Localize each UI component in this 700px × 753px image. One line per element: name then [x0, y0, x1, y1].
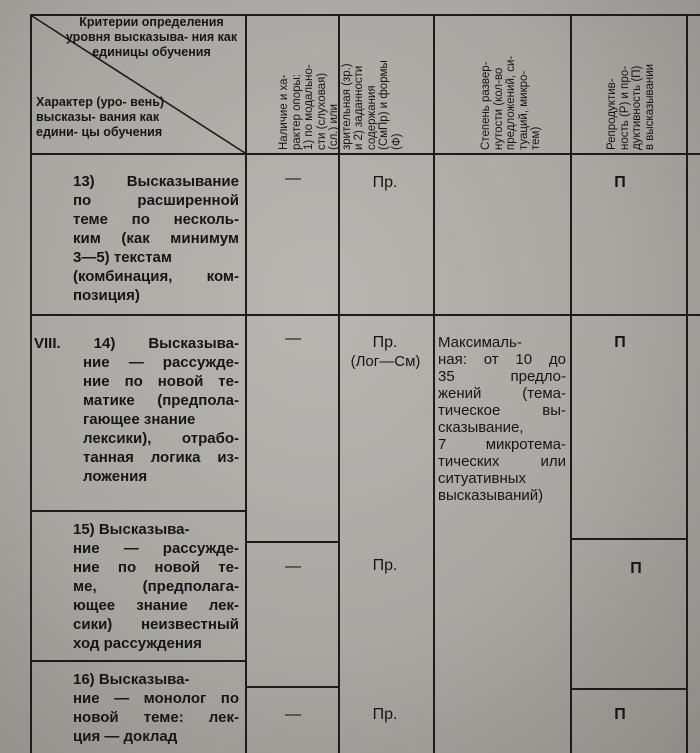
row-14-line-3: ние по новой те- — [83, 373, 239, 390]
row-13-description — [73, 172, 239, 305]
row-separator-15-support — [247, 541, 338, 543]
row-14-line-1: VIII. 14) Высказыва- — [34, 335, 239, 352]
row-14-line-7: танная логика из- — [83, 449, 239, 466]
column-divider-4 — [570, 14, 572, 753]
row-13-line-4: ким (как минимум — [73, 230, 239, 247]
row-13-line-2: по расширенной — [73, 192, 239, 209]
row-15-line-7: ход рассуждения — [73, 635, 202, 652]
row-15-content: Пр. — [372, 557, 398, 574]
row-13-line-6: (комбинация, ком- — [73, 268, 239, 285]
row-14-content-note: (Лог—См) — [350, 353, 421, 370]
row-16-content: Пр. — [372, 706, 398, 723]
row-13-line-3: теме по несколь- — [73, 211, 239, 228]
row-14-expansion — [438, 334, 566, 504]
row-14-expand-line-8: тических или — [438, 453, 566, 470]
row-separator-15-prod — [572, 538, 686, 540]
row-14-expand-line-2: ная: от 10 до — [438, 351, 566, 368]
row-16-line-4: ция — доклад — [73, 728, 178, 745]
expansion-header-label: Степень развер- нутости (кол-во предложений, си- туаций, микро- тем) — [480, 55, 542, 150]
character-header-label: Характер (уро- вень) высказы- вания как едини- цы обучения — [36, 95, 165, 139]
row-15-support: — — [285, 558, 301, 575]
row-15-line-4: ме, (предполага- — [73, 578, 239, 595]
row-13-productivity: П — [614, 174, 626, 191]
column-divider-3 — [433, 14, 435, 753]
row-14-expand-line-4: жений (тема- — [438, 385, 566, 402]
row-15-line-3: ние по новой те- — [73, 559, 239, 576]
row-14-productivity: П — [614, 334, 626, 351]
row-separator-13-14 — [30, 314, 700, 316]
row-13-content: Пр. — [372, 174, 398, 191]
row-separator-15-16 — [30, 660, 245, 662]
row-14-line-5: гающее знание — [83, 411, 196, 428]
row-14-content: Пр. — [372, 334, 398, 351]
row-15-productivity: П — [630, 560, 642, 577]
row-16-line-3: новой теме: лек- — [73, 709, 239, 726]
criteria-header-label: Критерии определения уровня высказыва- ния как единицы обучения — [65, 15, 238, 59]
row-14-expand-line-5: тическое вы- — [438, 402, 566, 419]
row-13-line-5: 3—5) текстам — [73, 249, 172, 266]
row-14-expand-line-6: сказывание, — [438, 419, 524, 436]
row-14-description — [34, 334, 239, 486]
row-14-line-4: матике (предпола- — [83, 392, 239, 409]
row-15-line-1: 15) Высказыва- — [73, 521, 190, 538]
row-13-line-1: 13) Высказывание — [73, 173, 239, 190]
row-14-expand-line-7: 7 микротема- — [438, 436, 566, 453]
row-separator-14-15 — [30, 510, 245, 512]
row-13-line-7: позиция) — [73, 287, 140, 304]
row-14-line-2: ние — рассужде- — [83, 354, 239, 371]
row-15-line-6: сики) неизвестный — [73, 616, 239, 633]
row-14-expand-line-1: Максималь- — [438, 334, 522, 351]
row-15-line-2: ние — рассужде- — [73, 540, 239, 557]
row-separator-16-support — [247, 686, 338, 688]
table-right-border — [686, 14, 688, 753]
row-14-expand-line-9: ситуативных — [438, 470, 527, 487]
row-16-support: — — [285, 706, 301, 723]
row-14-expand-line-10: высказываний) — [438, 487, 544, 504]
productivity-header-label: Репродуктив- ность (Р) и про- дуктивность (П) в высказывании — [606, 63, 656, 150]
row-14-expand-line-3: 35 предло- — [438, 368, 566, 385]
row-14-support: — — [285, 330, 301, 347]
row-14-line-8: ложения — [83, 468, 148, 485]
row-13-support: — — [285, 170, 301, 187]
support-header-label: Наличие и ха- рактер опоры: 1) по модально- сти (слуховая) (сл.) или зрительная (зр.) и 2) заданности содержания (СмПр) и формы (Ф) — [278, 60, 403, 150]
row-16-line-1: 16) Высказыва- — [73, 671, 190, 688]
row-15-description — [73, 520, 239, 653]
row-15-line-5: ющее знание лек- — [73, 597, 239, 614]
row-14-line-6: лексики), отрабо- — [83, 430, 239, 447]
row-16-line-2: ние — монолог по — [73, 690, 239, 707]
row-separator-16-prod — [572, 688, 686, 690]
row-16-productivity: П — [614, 706, 626, 723]
row-16-description — [73, 670, 239, 746]
